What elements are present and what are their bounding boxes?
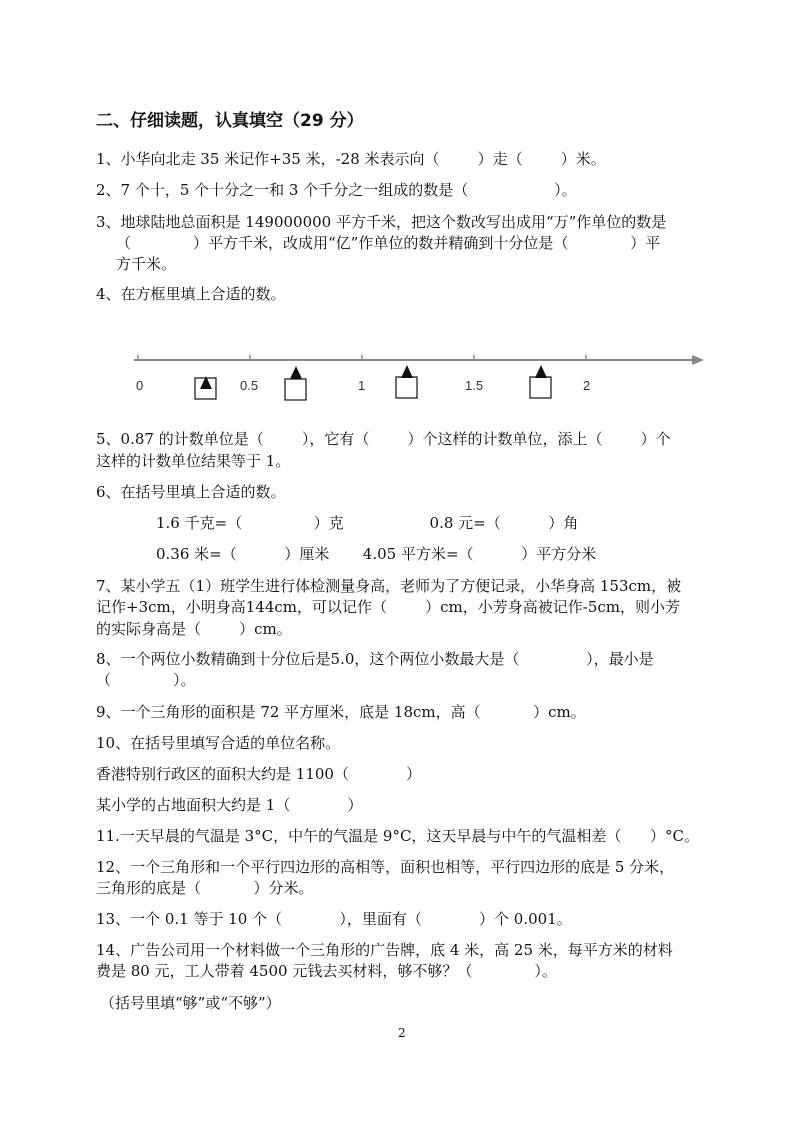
number-line	[120, 348, 720, 408]
q9-line: 9、一个三角形的面积是 72 平方厘米，底是 18cm，高（ ）cm。	[96, 703, 586, 721]
q12-line1: 12、一个三角形和一个平行四边形的高相等，面积也相等，平行四边形的底是 5 分米，	[96, 858, 675, 876]
q8-line1: 8、一个两位小数精确到十分位后是5.0，这个两位小数最大是（ ），最小是	[96, 650, 654, 668]
tick-label-0.5: 0.5	[240, 378, 259, 393]
marker-box-2	[285, 366, 306, 400]
q14-line2: 费是 80 元，工人带着 4500 元钱去买材料，够不够？（ ）。	[96, 962, 557, 980]
q3-line1: 3、地球陆地总面积是 149000000 平方千米，把这个数改写出成用“万”作单位的数是	[96, 213, 667, 231]
q6-line: 6、在括号里填上合适的数。	[96, 483, 286, 501]
tick-label-2: 2	[583, 378, 591, 393]
q10-line: 10、在括号里填写合适的单位名称。	[96, 734, 341, 752]
q1-line: 1、小华向北走 35 米记作+35 米，-28 米表示向（ ）走（ ）米。	[96, 150, 606, 168]
q6-row1: 1.6 千克=（ ）克 0.8 元=（ ）角	[156, 514, 579, 532]
marker-box-1	[195, 376, 216, 399]
marker-box-3	[396, 365, 417, 398]
q3-line2: （ ）平方千米，改成用“亿”作单位的数并精确到十分位是（ ）平	[116, 234, 661, 252]
q3-line3: 方千米。	[116, 255, 177, 273]
page-number: 2	[398, 1026, 406, 1040]
q7-line2: 记作+3cm，小明身高144cm，可以记作（ ）cm，小芳身高被记作-5cm，则小芳	[96, 598, 680, 616]
marker-box-4	[530, 365, 551, 398]
q14-line1: 14、广告公司用一个材料做一个三角形的广告牌，底 4 米，高 25 米，每平方米的材料	[96, 941, 673, 959]
q14-note: （括号里填“够”或“不够”）	[100, 994, 281, 1012]
q5-line2: 这样的计数单位结果等于 1。	[96, 452, 291, 470]
q8-line2: （ ）。	[96, 671, 196, 689]
section-title: 二、仔细读题，认真填空（29 分）	[96, 111, 364, 131]
tick-label-1: 1	[358, 378, 366, 393]
q7-line3: 的实际身高是（ ）cm。	[96, 620, 292, 638]
number-line-arrow	[692, 355, 704, 365]
q6-row2: 0.36 米=（ ）厘米 4.05 平方米=（ ）平方分米	[156, 545, 597, 563]
tick-label-0: 0	[136, 378, 144, 393]
q12-line2: 三角形的底是（ ）分米。	[96, 879, 314, 897]
tick-label-1.5: 1.5	[465, 378, 484, 393]
q13-line: 13、一个 0.1 等于 10 个（ ），里面有（ ）个 0.001。	[96, 910, 572, 928]
q11-line: 11.一天早晨的气温是 3°C，中午的气温是 9°C，这天早晨与中午的气温相差（ ）°C。	[96, 827, 700, 845]
q7-line1: 7、某小学五（1）班学生进行体检测量身高，老师为了方便记录，小华身高 153cm，被	[96, 577, 682, 595]
q10-b: 某小学的占地面积大约是 1（ ）	[96, 796, 363, 814]
q10-a: 香港特别行政区的面积大约是 1100（ ）	[96, 765, 422, 783]
q2-line: 2、7 个十，5 个十分之一和 3 个千分之一组成的数是（ ）。	[96, 181, 577, 199]
q4-line: 4、在方框里填上合适的数。	[96, 285, 286, 303]
q5-line1: 5、0.87 的计数单位是（ ），它有（ ）个这样的计数单位，添上（ ）个	[96, 430, 671, 448]
